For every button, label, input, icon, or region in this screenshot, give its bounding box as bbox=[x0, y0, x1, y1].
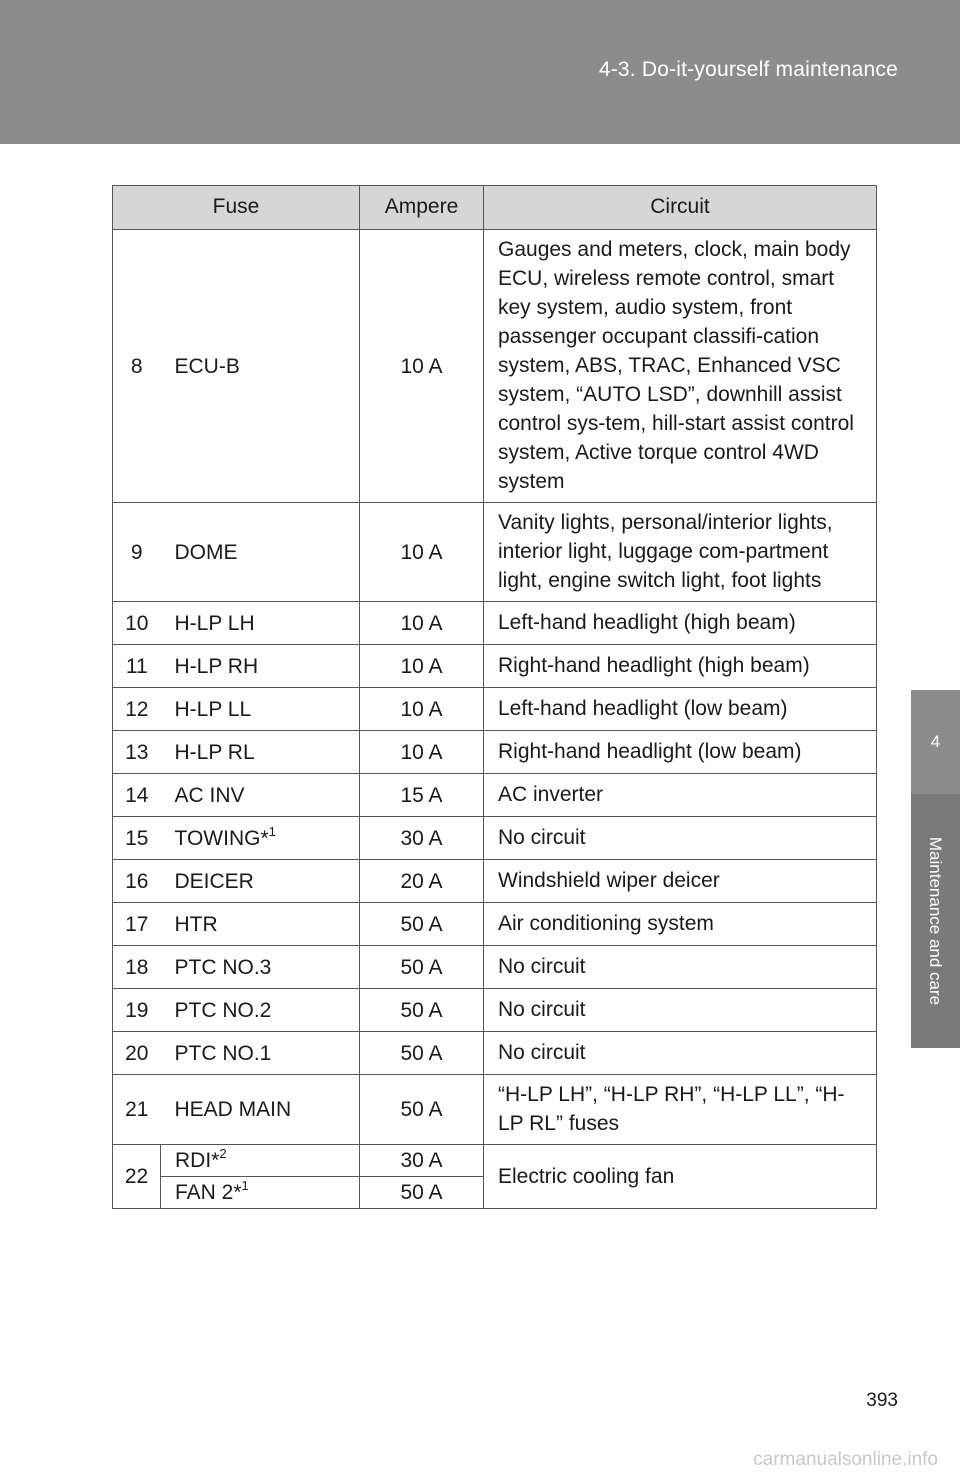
table-header-row bbox=[113, 186, 877, 230]
page-number: 393 bbox=[866, 1390, 898, 1411]
fuse-name-text: H-LP LH bbox=[174, 611, 255, 635]
fuse-name bbox=[161, 688, 360, 731]
fuse-ampere: 50 A bbox=[360, 946, 484, 989]
fuse-ampere: 10 A bbox=[360, 688, 484, 731]
table-row bbox=[113, 903, 877, 946]
fuse-name-text: H-LP RL bbox=[174, 740, 255, 764]
fuse-number: 20 bbox=[113, 1032, 161, 1075]
fuse-name-text: PTC NO.2 bbox=[174, 998, 272, 1022]
table-row bbox=[113, 817, 877, 860]
fuse-name bbox=[161, 1145, 360, 1177]
table-row bbox=[113, 688, 877, 731]
fuse-ampere: 50 A bbox=[360, 903, 484, 946]
fuse-name-text: PTC NO.3 bbox=[174, 955, 272, 979]
fuse-name-text: TOWING* bbox=[174, 826, 269, 850]
fuse-circuit: Windshield wiper deicer bbox=[484, 860, 877, 903]
fuse-circuit: Left-hand headlight (low beam) bbox=[484, 688, 877, 731]
table-row bbox=[113, 1075, 877, 1145]
fuse-name bbox=[161, 1177, 360, 1209]
fuse-circuit: Vanity lights, personal/interior lights, interior light, luggage com-partment light, engine switch light, foot lights bbox=[484, 503, 877, 602]
fuse-ampere: 30 A bbox=[360, 817, 484, 860]
fuse-name bbox=[161, 989, 360, 1032]
fuse-name-text: HEAD MAIN bbox=[174, 1098, 292, 1121]
table-row bbox=[113, 774, 877, 817]
table-row bbox=[113, 860, 877, 903]
fuse-name-text: DOME bbox=[174, 540, 238, 564]
fuse-name-text: RDI* bbox=[175, 1149, 220, 1172]
fuse-number: 14 bbox=[113, 774, 161, 817]
chapter-tab bbox=[911, 794, 960, 1048]
fuse-ampere: 50 A bbox=[360, 1177, 484, 1209]
fuse-name-text: H-LP RH bbox=[174, 654, 259, 678]
fuse-ampere: 50 A bbox=[360, 1075, 484, 1145]
fuse-name bbox=[161, 860, 360, 903]
fuse-name bbox=[161, 817, 360, 860]
fuse-number: 13 bbox=[113, 731, 161, 774]
chapter-tab-number: 4 bbox=[911, 690, 960, 794]
section-title: 4-3. Do-it-yourself maintenance bbox=[598, 58, 898, 81]
fuse-number: 11 bbox=[113, 645, 161, 688]
fuse-circuit: Air conditioning system bbox=[484, 903, 877, 946]
fuse-number: 10 bbox=[113, 602, 161, 645]
fuse-ampere: 50 A bbox=[360, 1032, 484, 1075]
table-row bbox=[113, 1145, 877, 1177]
fuse-name-text: H-LP LL bbox=[174, 697, 252, 721]
fuse-circuit: AC inverter bbox=[484, 774, 877, 817]
fuse-circuit: No circuit bbox=[484, 989, 877, 1032]
fuse-circuit: Right-hand headlight (high beam) bbox=[484, 645, 877, 688]
watermark: carmanualsonline.info bbox=[753, 1449, 938, 1470]
fuse-circuit: Gauges and meters, clock, main body ECU, wireless remote control, smart key system, audio system, front passenger occupant classifi-cation system, ABS, TRAC, Enhanced VSC system, “AUTO LSD”, downhill assist control sys-tem, hill-start assist control system, Active torque control 4WD system bbox=[484, 230, 877, 503]
fuse-table bbox=[112, 185, 877, 1209]
fuse-ampere: 10 A bbox=[360, 230, 484, 503]
fuse-ampere: 10 A bbox=[360, 645, 484, 688]
fuse-circuit: Left-hand headlight (high beam) bbox=[484, 602, 877, 645]
fuse-name-text: ECU-B bbox=[174, 354, 240, 378]
fuse-circuit: No circuit bbox=[484, 1032, 877, 1075]
fuse-name-text: FAN 2* bbox=[175, 1181, 242, 1204]
fuse-name bbox=[161, 731, 360, 774]
fuse-name bbox=[161, 503, 360, 602]
fuse-circuit: Electric cooling fan bbox=[484, 1145, 877, 1209]
header-fuse: Fuse bbox=[113, 186, 360, 230]
fuse-ampere: 20 A bbox=[360, 860, 484, 903]
fuse-circuit: No circuit bbox=[484, 946, 877, 989]
table-row bbox=[113, 230, 877, 503]
fuse-number: 22 bbox=[113, 1145, 161, 1209]
fuse-number: 19 bbox=[113, 989, 161, 1032]
fuse-name-text: HTR bbox=[174, 912, 218, 936]
fuse-name bbox=[161, 645, 360, 688]
fuse-circuit: Right-hand headlight (low beam) bbox=[484, 731, 877, 774]
fuse-name bbox=[161, 602, 360, 645]
table-row bbox=[113, 645, 877, 688]
fuse-name bbox=[161, 1032, 360, 1075]
fuse-name bbox=[161, 903, 360, 946]
fuse-number: 8 bbox=[113, 230, 161, 503]
fuse-number: 17 bbox=[113, 903, 161, 946]
fuse-ampere: 15 A bbox=[360, 774, 484, 817]
table-row bbox=[113, 731, 877, 774]
fuse-number: 12 bbox=[113, 688, 161, 731]
fuse-name-text: PTC NO.1 bbox=[174, 1041, 272, 1065]
fuse-ampere: 50 A bbox=[360, 989, 484, 1032]
table-row bbox=[113, 503, 877, 602]
footnote-marker: 1 bbox=[241, 1178, 249, 1193]
fuse-number: 9 bbox=[113, 503, 161, 602]
fuse-ampere: 10 A bbox=[360, 731, 484, 774]
fuse-name-text: AC INV bbox=[174, 783, 245, 807]
footnote-marker: 1 bbox=[268, 823, 276, 839]
fuse-name bbox=[161, 230, 360, 503]
header-ampere: Ampere bbox=[360, 186, 484, 230]
header-circuit: Circuit bbox=[484, 186, 877, 230]
chapter-tab-title: Maintenance and care bbox=[926, 836, 945, 1006]
fuse-number: 21 bbox=[113, 1075, 161, 1145]
fuse-name bbox=[161, 774, 360, 817]
fuse-number: 18 bbox=[113, 946, 161, 989]
fuse-ampere: 10 A bbox=[360, 602, 484, 645]
fuse-ampere: 10 A bbox=[360, 503, 484, 602]
fuse-circuit: No circuit bbox=[484, 817, 877, 860]
fuse-circuit: “H-LP LH”, “H-LP RH”, “H-LP LL”, “H-LP RL” fuses bbox=[484, 1075, 877, 1145]
fuse-number: 16 bbox=[113, 860, 161, 903]
fuse-number: 15 bbox=[113, 817, 161, 860]
table-row bbox=[113, 1032, 877, 1075]
table-row bbox=[113, 989, 877, 1032]
fuse-name bbox=[161, 946, 360, 989]
table-row bbox=[113, 946, 877, 989]
fuse-name-text: DEICER bbox=[174, 869, 254, 893]
footnote-marker: 2 bbox=[219, 1146, 227, 1161]
fuse-name bbox=[161, 1075, 360, 1145]
table-row bbox=[113, 602, 877, 645]
fuse-ampere: 30 A bbox=[360, 1145, 484, 1177]
